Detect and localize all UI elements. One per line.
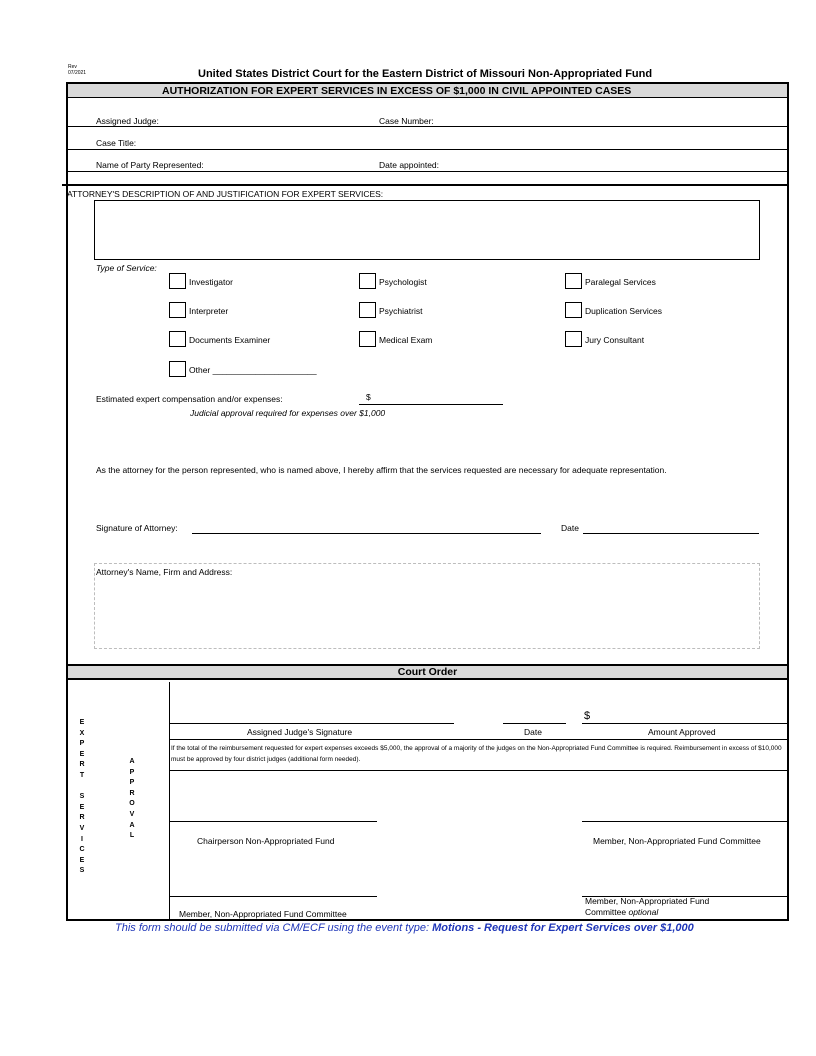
- form-title-bar: [68, 84, 787, 98]
- footer-prefix: This form should be submitted via CM/ECF using the event type:: [115, 922, 430, 934]
- investigator-label: Investigator: [189, 277, 233, 287]
- section-divider: [62, 184, 789, 186]
- court-order-frame: [66, 680, 789, 921]
- estimate-note: Judicial approval required for expenses over $1,000: [190, 408, 386, 418]
- jury-consultant-label: Jury Consultant: [585, 335, 645, 345]
- member-committee-2-label: Member, Non-Appropriated Fund Committee: [179, 909, 347, 919]
- estimate-currency: $: [366, 392, 371, 402]
- row-divider: [170, 770, 789, 771]
- row-divider: [170, 739, 789, 740]
- other-checkbox[interactable]: [169, 361, 186, 377]
- court-order-title: Court Order: [397, 666, 458, 678]
- amount-approved-line[interactable]: [582, 723, 789, 724]
- judge-signature-label: Assigned Judge's Signature: [247, 727, 353, 737]
- investigator-checkbox[interactable]: [169, 273, 186, 289]
- jury-consultant-checkbox[interactable]: [565, 331, 582, 347]
- service-type-label: Type of Service:: [96, 263, 157, 273]
- form-title: AUTHORIZATION FOR EXPERT SERVICES IN EXCESS OF $1,000 IN CIVIL APPOINTED CASES: [162, 85, 632, 97]
- member-signature-line[interactable]: [582, 821, 789, 822]
- chairperson-signature-line[interactable]: [170, 821, 377, 822]
- psychiatrist-label: Psychiatrist: [379, 306, 423, 316]
- judge-signature-line[interactable]: [170, 723, 454, 724]
- amount-currency: $: [584, 710, 591, 722]
- signature-date-line[interactable]: [583, 533, 759, 534]
- row-divider: [68, 149, 787, 150]
- party-represented-label: Name of Party Represented:: [96, 160, 204, 170]
- psychologist-checkbox[interactable]: [359, 273, 376, 289]
- case-number-label: Case Number:: [379, 116, 434, 126]
- member-optional-label-line2: Committee optional: [585, 907, 659, 917]
- submission-footer: [115, 922, 694, 934]
- paralegal-checkbox[interactable]: [565, 273, 582, 289]
- interpreter-checkbox[interactable]: [169, 302, 186, 318]
- documents-examiner-checkbox[interactable]: [169, 331, 186, 347]
- chairperson-label: Chairperson Non-Appropriated Fund: [197, 836, 335, 846]
- member-optional-label-line1: Member, Non-Appropriated Fund: [585, 896, 710, 906]
- other-label: Other ______________________: [189, 365, 317, 375]
- psychiatrist-checkbox[interactable]: [359, 302, 376, 318]
- affirmation-text: As the attorney for the person represented, who is named above, I hereby affirm that the services requested are necessary for adequate representation.: [96, 465, 667, 475]
- optional-tag: optional: [628, 907, 659, 917]
- revision-date: 07/2021: [68, 70, 87, 76]
- estimate-input[interactable]: [359, 404, 503, 405]
- member-2-signature-line[interactable]: [170, 896, 377, 897]
- paralegal-label: Paralegal Services: [585, 277, 656, 287]
- medical-exam-label: Medical Exam: [379, 335, 433, 345]
- psychologist-label: Psychologist: [379, 277, 427, 287]
- assigned-judge-label: Assigned Judge:: [96, 116, 159, 126]
- case-title-label: Case Title:: [96, 138, 137, 148]
- member-committee-label: Member, Non-Appropriated Fund Committee: [593, 836, 761, 846]
- judge-date-label: Date: [524, 727, 542, 737]
- medical-exam-checkbox[interactable]: [359, 331, 376, 347]
- footer-event-type: Motions - Request for Expert Services over $1,000: [432, 922, 694, 934]
- duplication-label: Duplication Services: [585, 306, 663, 316]
- approval-notice: If the total of the reimbursement requested for expert expenses exceeds $5,000, the approval of a majority of the judges on the Non-Appropriated Fund Committee is required. Reimbursement in excess of $10,000 must be approved by four district judges (additional form needed).: [171, 745, 782, 763]
- estimate-label: Estimated expert compensation and/or expenses:: [96, 394, 283, 404]
- interpreter-label: Interpreter: [189, 306, 229, 316]
- row-divider: [68, 126, 787, 127]
- row-divider: [68, 171, 787, 172]
- attorney-name-label: Attorney's Name, Firm and Address:: [96, 567, 233, 577]
- court-title: United States District Court for the Eastern District of Missouri Non-Appropriated Fund: [198, 68, 653, 80]
- attorney-signature-line[interactable]: [192, 533, 541, 534]
- court-order-column-divider: [169, 682, 170, 920]
- signature-date-label: Date: [561, 523, 579, 533]
- judge-date-line[interactable]: [503, 723, 566, 724]
- attorney-signature-label: Signature of Attorney:: [96, 523, 178, 533]
- approval-side-label: A P P R O V A L: [129, 758, 135, 840]
- amount-approved-label: Amount Approved: [648, 727, 716, 737]
- expert-services-side-label: E X P E R T S E R V I C E S: [79, 719, 85, 875]
- documents-examiner-label: Documents Examiner: [189, 335, 271, 345]
- court-order-bar: [66, 664, 789, 680]
- duplication-checkbox[interactable]: [565, 302, 582, 318]
- revision-label: Rev: [68, 64, 77, 70]
- description-label: ATTORNEY'S DESCRIPTION OF AND JUSTIFICATION FOR EXPERT SERVICES:: [67, 189, 384, 199]
- description-textarea[interactable]: [94, 200, 760, 260]
- date-appointed-label: Date appointed:: [379, 160, 440, 170]
